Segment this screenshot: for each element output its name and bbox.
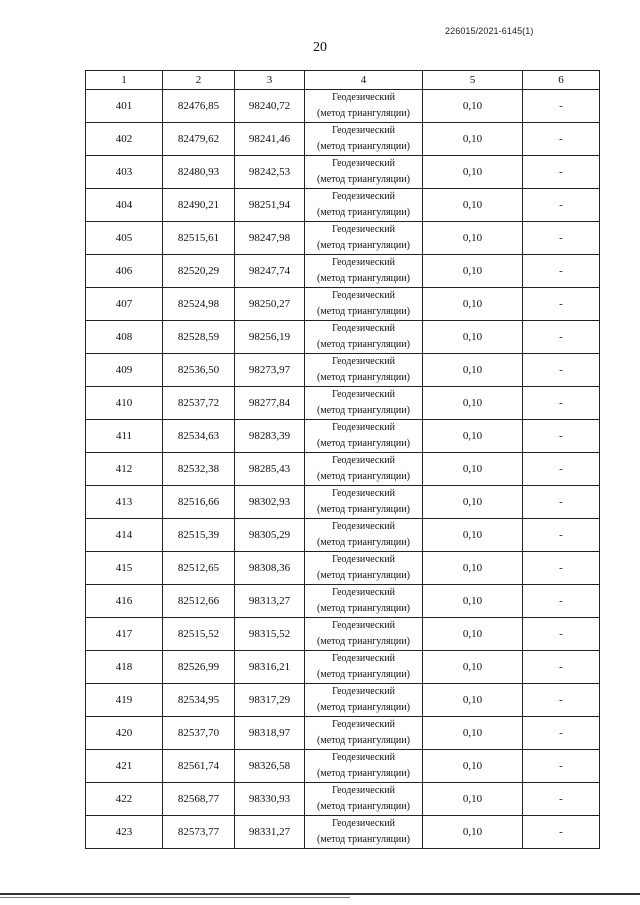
method-line-2: (метод триангуляции) — [317, 537, 410, 548]
method-line-2: (метод триангуляции) — [317, 306, 410, 317]
note-cell: - — [523, 255, 600, 288]
method-line-2: (метод триангуляции) — [317, 834, 410, 845]
y-coordinate-cell: 98247,74 — [235, 255, 305, 288]
y-coordinate-cell: 98308,36 — [235, 552, 305, 585]
point-number-cell: 417 — [86, 618, 163, 651]
point-number-cell: 413 — [86, 486, 163, 519]
method-line-2: (метод триангуляции) — [317, 636, 410, 647]
accuracy-cell: 0,10 — [423, 387, 523, 420]
accuracy-cell: 0,10 — [423, 420, 523, 453]
accuracy-cell: 0,10 — [423, 651, 523, 684]
method-line-1: Геодезический — [332, 587, 395, 598]
x-coordinate-cell: 82526,99 — [163, 651, 235, 684]
column-header: 5 — [423, 71, 523, 90]
coordinates-table — [85, 70, 600, 849]
column-header: 1 — [86, 71, 163, 90]
method-line-2: (метод триангуляции) — [317, 438, 410, 449]
accuracy-cell: 0,10 — [423, 816, 523, 849]
method-line-1: Геодезический — [332, 554, 395, 565]
table-row — [86, 651, 600, 684]
method-line-2: (метод триангуляции) — [317, 735, 410, 746]
method-line-2: (метод триангуляции) — [317, 669, 410, 680]
point-number-cell: 419 — [86, 684, 163, 717]
method-line-1: Геодезический — [332, 125, 395, 136]
method-cell — [305, 321, 423, 354]
scan-edge-line — [0, 897, 350, 898]
method-cell — [305, 453, 423, 486]
method-line-2: (метод триангуляции) — [317, 471, 410, 482]
method-line-2: (метод триангуляции) — [317, 240, 410, 251]
method-line-2: (метод триангуляции) — [317, 702, 410, 713]
table-row — [86, 90, 600, 123]
method-cell — [305, 618, 423, 651]
x-coordinate-cell: 82476,85 — [163, 90, 235, 123]
accuracy-cell: 0,10 — [423, 156, 523, 189]
note-cell: - — [523, 222, 600, 255]
note-cell: - — [523, 651, 600, 684]
point-number-cell: 411 — [86, 420, 163, 453]
method-line-1: Геодезический — [332, 785, 395, 796]
method-line-1: Геодезический — [332, 620, 395, 631]
accuracy-cell: 0,10 — [423, 519, 523, 552]
x-coordinate-cell: 82561,74 — [163, 750, 235, 783]
point-number-cell: 409 — [86, 354, 163, 387]
accuracy-cell: 0,10 — [423, 90, 523, 123]
table-row — [86, 288, 600, 321]
x-coordinate-cell: 82532,38 — [163, 453, 235, 486]
table-row — [86, 354, 600, 387]
table-row — [86, 486, 600, 519]
x-coordinate-cell: 82515,52 — [163, 618, 235, 651]
method-line-1: Геодезический — [332, 290, 395, 301]
point-number-cell: 407 — [86, 288, 163, 321]
point-number-cell: 423 — [86, 816, 163, 849]
document-number: 226015/2021-6145(1) — [445, 26, 534, 36]
point-number-cell: 408 — [86, 321, 163, 354]
y-coordinate-cell: 98240,72 — [235, 90, 305, 123]
x-coordinate-cell: 82520,29 — [163, 255, 235, 288]
page-number: 20 — [313, 40, 327, 55]
accuracy-cell: 0,10 — [423, 123, 523, 156]
method-line-2: (метод триангуляции) — [317, 174, 410, 185]
method-cell — [305, 651, 423, 684]
x-coordinate-cell: 82512,65 — [163, 552, 235, 585]
method-cell — [305, 519, 423, 552]
method-cell — [305, 288, 423, 321]
method-line-2: (метод триангуляции) — [317, 339, 410, 350]
method-line-1: Геодезический — [332, 389, 395, 400]
y-coordinate-cell: 98241,46 — [235, 123, 305, 156]
note-cell: - — [523, 585, 600, 618]
table-row — [86, 618, 600, 651]
table-header-row — [86, 71, 600, 90]
accuracy-cell: 0,10 — [423, 618, 523, 651]
method-line-2: (метод триангуляции) — [317, 141, 410, 152]
x-coordinate-cell: 82536,50 — [163, 354, 235, 387]
table-row — [86, 222, 600, 255]
accuracy-cell: 0,10 — [423, 354, 523, 387]
table-row — [86, 420, 600, 453]
note-cell: - — [523, 123, 600, 156]
method-line-1: Геодезический — [332, 191, 395, 202]
note-cell: - — [523, 783, 600, 816]
point-number-cell: 422 — [86, 783, 163, 816]
note-cell: - — [523, 618, 600, 651]
y-coordinate-cell: 98302,93 — [235, 486, 305, 519]
note-cell: - — [523, 750, 600, 783]
method-line-2: (метод триангуляции) — [317, 372, 410, 383]
accuracy-cell: 0,10 — [423, 717, 523, 750]
note-cell: - — [523, 816, 600, 849]
table-row — [86, 453, 600, 486]
accuracy-cell: 0,10 — [423, 453, 523, 486]
x-coordinate-cell: 82534,63 — [163, 420, 235, 453]
accuracy-cell: 0,10 — [423, 321, 523, 354]
accuracy-cell: 0,10 — [423, 255, 523, 288]
note-cell: - — [523, 420, 600, 453]
table-row — [86, 123, 600, 156]
method-line-1: Геодезический — [332, 158, 395, 169]
method-line-2: (метод триангуляции) — [317, 570, 410, 581]
table-row — [86, 519, 600, 552]
method-cell — [305, 123, 423, 156]
y-coordinate-cell: 98251,94 — [235, 189, 305, 222]
y-coordinate-cell: 98305,29 — [235, 519, 305, 552]
x-coordinate-cell: 82524,98 — [163, 288, 235, 321]
note-cell: - — [523, 453, 600, 486]
method-cell — [305, 90, 423, 123]
table-row — [86, 189, 600, 222]
table-row — [86, 552, 600, 585]
y-coordinate-cell: 98326,58 — [235, 750, 305, 783]
y-coordinate-cell: 98331,27 — [235, 816, 305, 849]
note-cell: - — [523, 486, 600, 519]
method-cell — [305, 585, 423, 618]
y-coordinate-cell: 98273,97 — [235, 354, 305, 387]
method-line-1: Геодезический — [332, 818, 395, 829]
y-coordinate-cell: 98242,53 — [235, 156, 305, 189]
x-coordinate-cell: 82512,66 — [163, 585, 235, 618]
point-number-cell: 418 — [86, 651, 163, 684]
method-cell — [305, 387, 423, 420]
note-cell: - — [523, 717, 600, 750]
accuracy-cell: 0,10 — [423, 783, 523, 816]
y-coordinate-cell: 98285,43 — [235, 453, 305, 486]
point-number-cell: 403 — [86, 156, 163, 189]
table-row — [86, 387, 600, 420]
accuracy-cell: 0,10 — [423, 552, 523, 585]
x-coordinate-cell: 82534,95 — [163, 684, 235, 717]
method-cell — [305, 255, 423, 288]
method-cell — [305, 354, 423, 387]
accuracy-cell: 0,10 — [423, 288, 523, 321]
point-number-cell: 405 — [86, 222, 163, 255]
y-coordinate-cell: 98315,52 — [235, 618, 305, 651]
method-cell — [305, 486, 423, 519]
accuracy-cell: 0,10 — [423, 486, 523, 519]
y-coordinate-cell: 98250,27 — [235, 288, 305, 321]
note-cell: - — [523, 288, 600, 321]
table-row — [86, 585, 600, 618]
point-number-cell: 420 — [86, 717, 163, 750]
point-number-cell: 410 — [86, 387, 163, 420]
x-coordinate-cell: 82480,93 — [163, 156, 235, 189]
column-header: 2 — [163, 71, 235, 90]
method-cell — [305, 783, 423, 816]
table-row — [86, 255, 600, 288]
y-coordinate-cell: 98283,39 — [235, 420, 305, 453]
method-line-1: Геодезический — [332, 752, 395, 763]
method-line-1: Геодезический — [332, 488, 395, 499]
x-coordinate-cell: 82516,66 — [163, 486, 235, 519]
note-cell: - — [523, 387, 600, 420]
method-line-1: Геодезический — [332, 323, 395, 334]
point-number-cell: 402 — [86, 123, 163, 156]
y-coordinate-cell: 98318,97 — [235, 717, 305, 750]
method-line-1: Геодезический — [332, 653, 395, 664]
method-cell — [305, 222, 423, 255]
method-line-2: (метод триангуляции) — [317, 768, 410, 779]
method-cell — [305, 750, 423, 783]
method-line-1: Геодезический — [332, 422, 395, 433]
point-number-cell: 404 — [86, 189, 163, 222]
point-number-cell: 406 — [86, 255, 163, 288]
method-cell — [305, 816, 423, 849]
method-line-2: (метод триангуляции) — [317, 405, 410, 416]
table-body — [86, 90, 600, 849]
note-cell: - — [523, 321, 600, 354]
x-coordinate-cell: 82515,61 — [163, 222, 235, 255]
x-coordinate-cell: 82537,72 — [163, 387, 235, 420]
point-number-cell: 414 — [86, 519, 163, 552]
point-number-cell: 421 — [86, 750, 163, 783]
column-header: 4 — [305, 71, 423, 90]
method-cell — [305, 684, 423, 717]
method-line-1: Геодезический — [332, 686, 395, 697]
x-coordinate-cell: 82515,39 — [163, 519, 235, 552]
method-line-1: Геодезический — [332, 257, 395, 268]
method-line-2: (метод триангуляции) — [317, 207, 410, 218]
method-cell — [305, 552, 423, 585]
y-coordinate-cell: 98330,93 — [235, 783, 305, 816]
y-coordinate-cell: 98316,21 — [235, 651, 305, 684]
note-cell: - — [523, 90, 600, 123]
table-row — [86, 684, 600, 717]
x-coordinate-cell: 82479,62 — [163, 123, 235, 156]
method-line-2: (метод триангуляции) — [317, 801, 410, 812]
method-line-2: (метод триангуляции) — [317, 504, 410, 515]
y-coordinate-cell: 98313,27 — [235, 585, 305, 618]
method-cell — [305, 156, 423, 189]
accuracy-cell: 0,10 — [423, 585, 523, 618]
method-cell — [305, 717, 423, 750]
method-cell — [305, 189, 423, 222]
method-line-1: Геодезический — [332, 356, 395, 367]
scan-edge-line — [0, 893, 640, 895]
table-row — [86, 783, 600, 816]
method-line-1: Геодезический — [332, 719, 395, 730]
method-line-1: Геодезический — [332, 455, 395, 466]
column-header: 3 — [235, 71, 305, 90]
x-coordinate-cell: 82490,21 — [163, 189, 235, 222]
method-line-2: (метод триангуляции) — [317, 108, 410, 119]
x-coordinate-cell: 82537,70 — [163, 717, 235, 750]
y-coordinate-cell: 98317,29 — [235, 684, 305, 717]
note-cell: - — [523, 156, 600, 189]
note-cell: - — [523, 189, 600, 222]
accuracy-cell: 0,10 — [423, 222, 523, 255]
column-header: 6 — [523, 71, 600, 90]
table-row — [86, 816, 600, 849]
point-number-cell: 412 — [86, 453, 163, 486]
point-number-cell: 416 — [86, 585, 163, 618]
accuracy-cell: 0,10 — [423, 750, 523, 783]
y-coordinate-cell: 98247,98 — [235, 222, 305, 255]
method-line-1: Геодезический — [332, 224, 395, 235]
method-line-1: Геодезический — [332, 92, 395, 103]
table-row — [86, 717, 600, 750]
note-cell: - — [523, 519, 600, 552]
method-line-2: (метод триангуляции) — [317, 273, 410, 284]
table-row — [86, 750, 600, 783]
x-coordinate-cell: 82573,77 — [163, 816, 235, 849]
note-cell: - — [523, 684, 600, 717]
accuracy-cell: 0,10 — [423, 189, 523, 222]
note-cell: - — [523, 354, 600, 387]
table-row — [86, 156, 600, 189]
x-coordinate-cell: 82568,77 — [163, 783, 235, 816]
point-number-cell: 401 — [86, 90, 163, 123]
method-cell — [305, 420, 423, 453]
y-coordinate-cell: 98256,19 — [235, 321, 305, 354]
method-line-2: (метод триангуляции) — [317, 603, 410, 614]
note-cell: - — [523, 552, 600, 585]
accuracy-cell: 0,10 — [423, 684, 523, 717]
point-number-cell: 415 — [86, 552, 163, 585]
y-coordinate-cell: 98277,84 — [235, 387, 305, 420]
x-coordinate-cell: 82528,59 — [163, 321, 235, 354]
method-line-1: Геодезический — [332, 521, 395, 532]
table-row — [86, 321, 600, 354]
